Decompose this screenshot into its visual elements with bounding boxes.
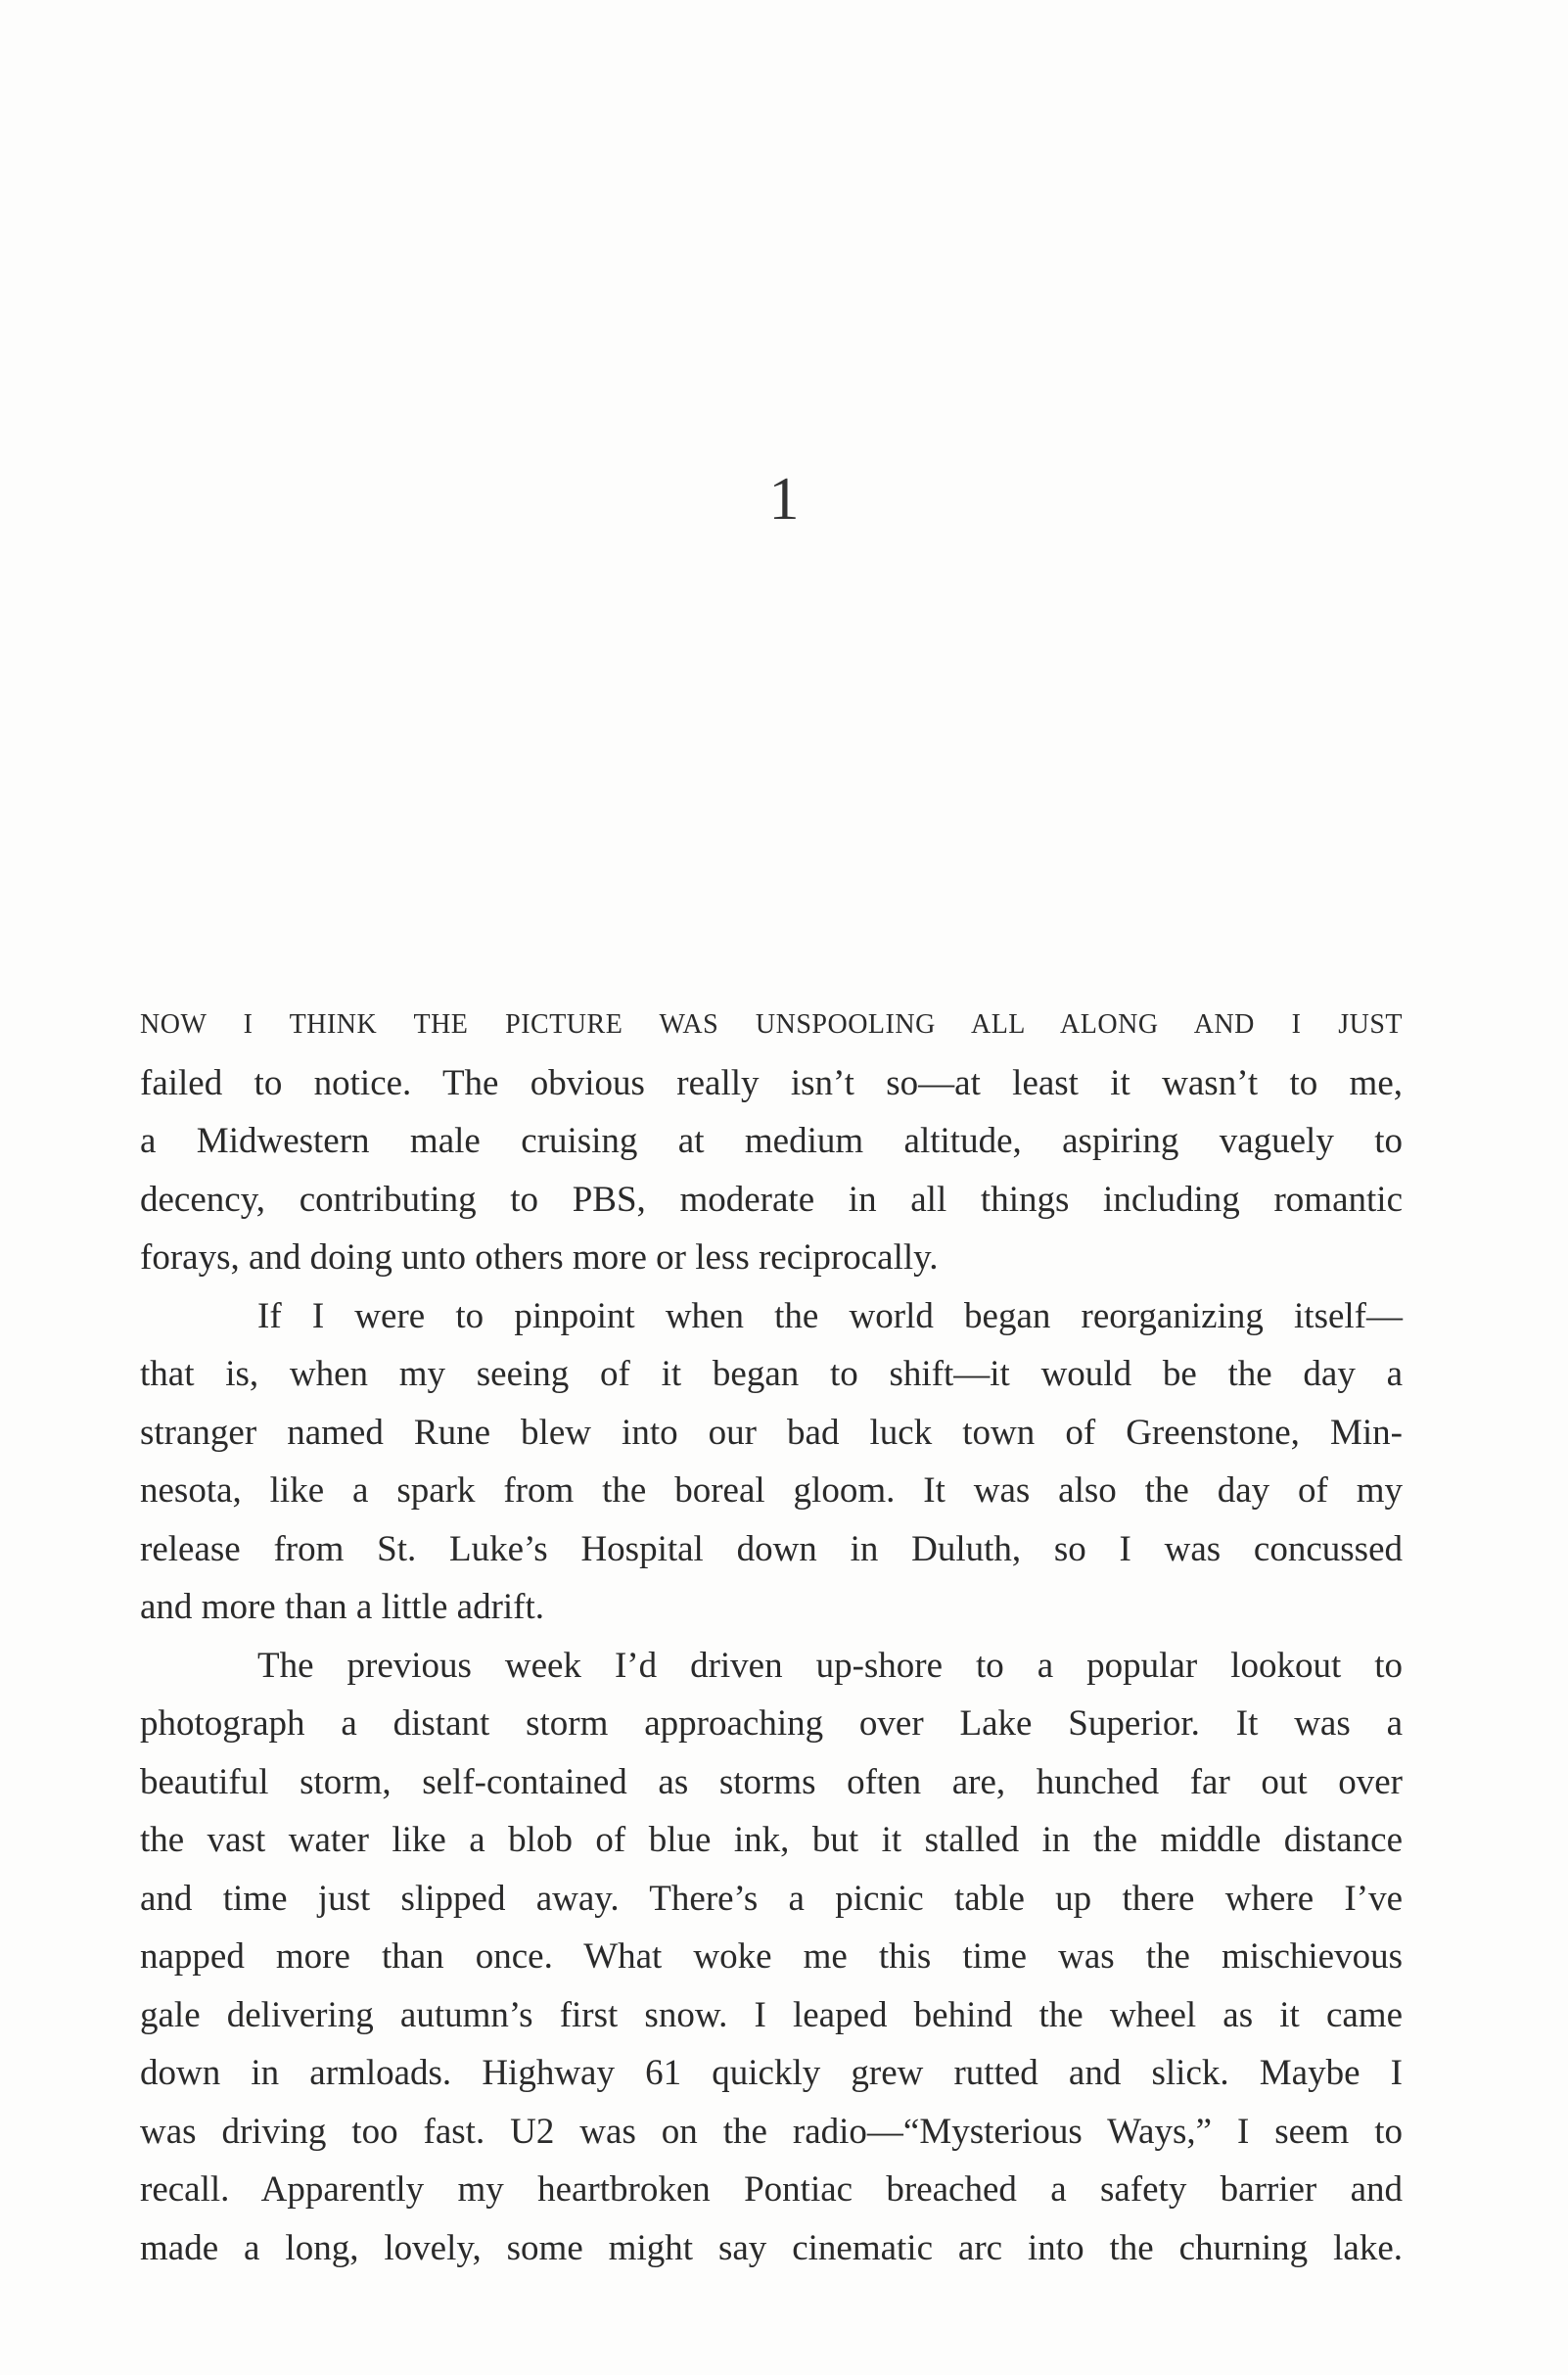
text-line: beautiful storm, self-contained as storms often are, hunched far out over (140, 1761, 1403, 1802)
paragraph-1 (140, 996, 1403, 1287)
text-line: made a long, lovely, some might say cinematic arc into the churning lake. (140, 2227, 1403, 2268)
text-line: and more than a little adrift. (140, 1587, 545, 1627)
text-line: The previous week I’d driven up-shore to a popular lookout to (257, 1645, 1403, 1686)
text-line: photograph a distant storm approaching over Lake Superior. It was a (140, 1703, 1403, 1744)
text-line: gale delivering autumn’s first snow. I leaped behind the wheel as it came (140, 1994, 1403, 2035)
text-line: stranger named Rune blew into our bad luck town of Greenstone, Min- (140, 1412, 1403, 1453)
text-line: release from St. Luke’s Hospital down in Duluth, so I was concussed (140, 1528, 1403, 1569)
text-line: that is, when my seeing of it began to shift—it would be the day a (140, 1354, 1403, 1394)
body-text (140, 996, 1403, 2277)
paragraph-3 (140, 1637, 1403, 2278)
text-line: was driving too fast. U2 was on the radio—“Mysterious Ways,” I seem to (140, 2111, 1403, 2152)
text-line: decency, contributing to PBS, moderate in all things including romantic (140, 1179, 1403, 1220)
text-line: and time just slipped away. There’s a picnic table up there where I’ve (140, 1878, 1403, 1919)
paragraph-2 (140, 1287, 1403, 1637)
text-line: recall. Apparently my heartbroken Pontiac breached a safety barrier and (140, 2169, 1403, 2210)
text-line: failed to notice. The obvious really isn’t so—at least it wasn’t to me, (140, 1062, 1403, 1103)
text-line: nesota, like a spark from the boreal gloom. It was also the day of my (140, 1470, 1403, 1511)
text-line: a Midwestern male cruising at medium altitude, aspiring vaguely to (140, 1121, 1403, 1161)
text-line: NOW I THINK THE PICTURE WAS UNSPOOLING ALL ALONG AND I JUST (140, 1009, 1403, 1040)
text-line: If I were to pinpoint when the world began reorganizing itself— (257, 1295, 1403, 1336)
text-line: napped more than once. What woke me this time was the mischievous (140, 1936, 1403, 1977)
text-line: forays, and doing unto others more or less reciprocally. (140, 1237, 939, 1278)
text-line: the vast water like a blob of blue ink, but it stalled in the middle distance (140, 1820, 1403, 1860)
chapter-number: 1 (768, 466, 800, 533)
text-line: down in armloads. Highway 61 quickly grew rutted and slick. Maybe I (140, 2053, 1403, 2093)
